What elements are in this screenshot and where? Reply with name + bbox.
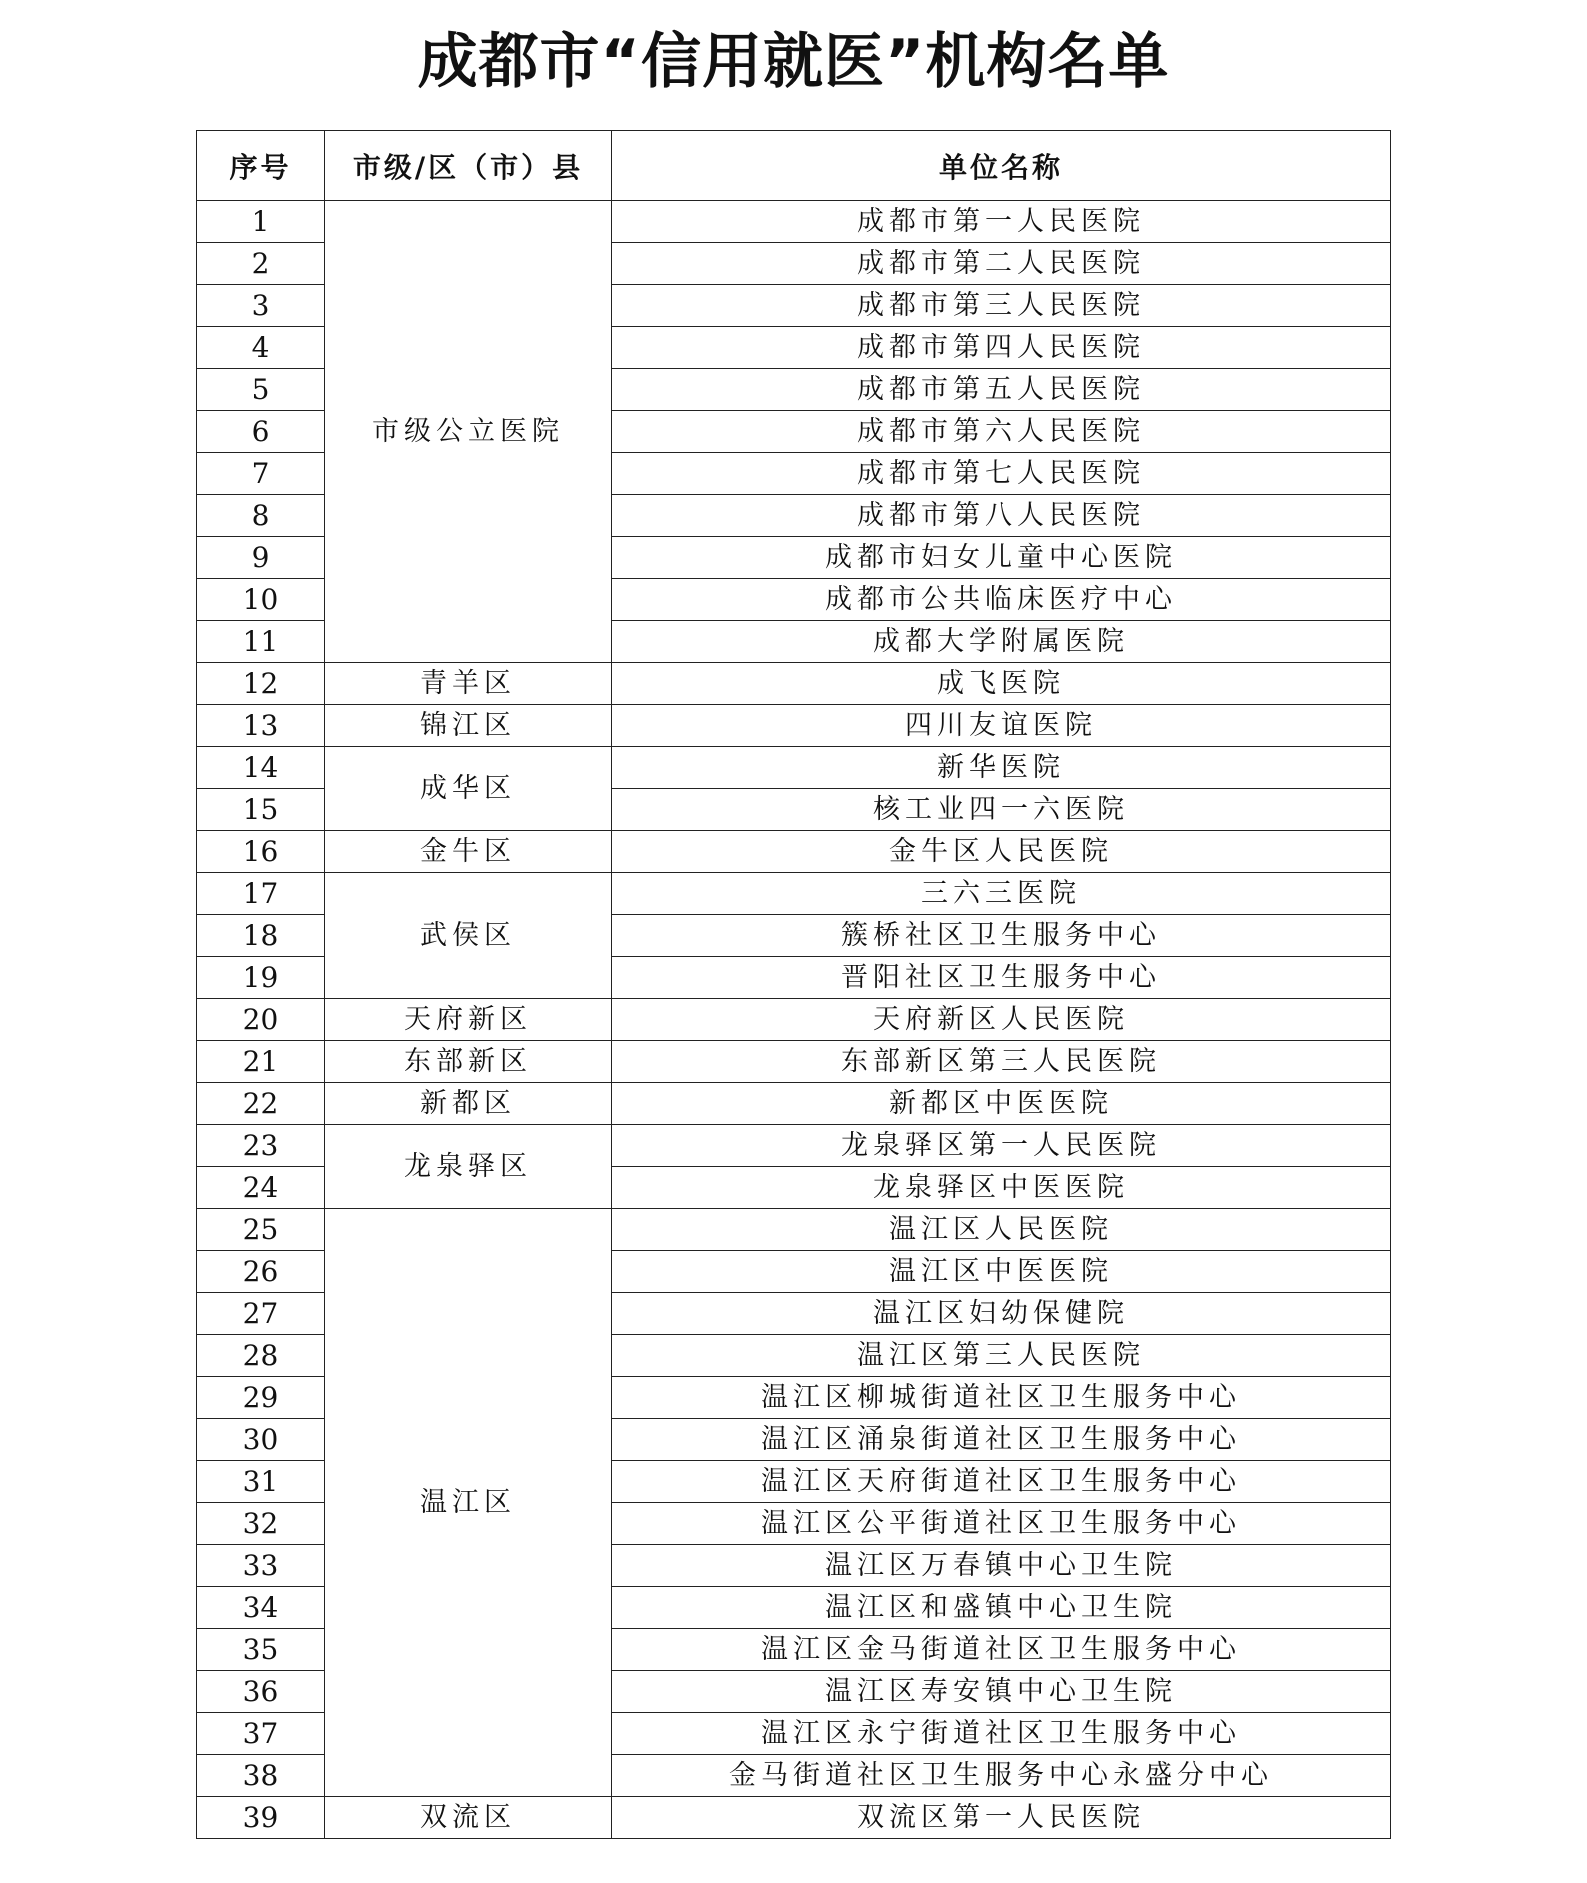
row-seq: 12: [197, 663, 325, 705]
table-row: [197, 1041, 1391, 1083]
unit-name-cell: 温江区和盛镇中心卫生院: [612, 1587, 1391, 1629]
unit-name-cell: 成飞医院: [612, 663, 1391, 705]
district-cell: 温江区: [325, 1209, 612, 1797]
unit-name-cell: 金马街道社区卫生服务中心永盛分中心: [612, 1755, 1391, 1797]
unit-name-cell: 东部新区第三人民医院: [612, 1041, 1391, 1083]
row-seq: 23: [197, 1125, 325, 1167]
unit-name-cell: 新华医院: [612, 747, 1391, 789]
district-cell: 金牛区: [325, 831, 612, 873]
row-seq: 1: [197, 201, 325, 243]
unit-name-cell: 温江区人民医院: [612, 1209, 1391, 1251]
district-cell: 新都区: [325, 1083, 612, 1125]
district-cell: 市级公立医院: [325, 201, 612, 663]
table-row: [197, 705, 1391, 747]
header-district: 市级/区（市）县: [325, 131, 612, 201]
row-seq: 10: [197, 579, 325, 621]
table-row: [197, 747, 1391, 789]
row-seq: 7: [197, 453, 325, 495]
row-seq: 24: [197, 1167, 325, 1209]
row-seq: 8: [197, 495, 325, 537]
row-seq: 5: [197, 369, 325, 411]
unit-name-cell: 龙泉驿区第一人民医院: [612, 1125, 1391, 1167]
table-row: [197, 873, 1391, 915]
unit-name-cell: 成都大学附属医院: [612, 621, 1391, 663]
row-seq: 6: [197, 411, 325, 453]
row-seq: 27: [197, 1293, 325, 1335]
row-seq: 32: [197, 1503, 325, 1545]
row-seq: 13: [197, 705, 325, 747]
unit-name-cell: 龙泉驿区中医医院: [612, 1167, 1391, 1209]
unit-name-cell: 三六三医院: [612, 873, 1391, 915]
table-header-row: [197, 131, 1391, 201]
row-seq: 36: [197, 1671, 325, 1713]
unit-name-cell: 成都市公共临床医疗中心: [612, 579, 1391, 621]
row-seq: 2: [197, 243, 325, 285]
table-row: [197, 1209, 1391, 1251]
table-row: [197, 831, 1391, 873]
district-cell: 锦江区: [325, 705, 612, 747]
unit-name-cell: 新都区中医医院: [612, 1083, 1391, 1125]
table-row: [197, 663, 1391, 705]
unit-name-cell: 成都市第五人民医院: [612, 369, 1391, 411]
unit-name-cell: 温江区万春镇中心卫生院: [612, 1545, 1391, 1587]
unit-name-cell: 双流区第一人民医院: [612, 1797, 1391, 1839]
row-seq: 19: [197, 957, 325, 999]
row-seq: 28: [197, 1335, 325, 1377]
unit-name-cell: 成都市第六人民医院: [612, 411, 1391, 453]
row-seq: 33: [197, 1545, 325, 1587]
unit-name-cell: 温江区金马街道社区卫生服务中心: [612, 1629, 1391, 1671]
row-seq: 37: [197, 1713, 325, 1755]
unit-name-cell: 成都市第七人民医院: [612, 453, 1391, 495]
row-seq: 30: [197, 1419, 325, 1461]
unit-name-cell: 核工业四一六医院: [612, 789, 1391, 831]
row-seq: 38: [197, 1755, 325, 1797]
unit-name-cell: 温江区涌泉街道社区卫生服务中心: [612, 1419, 1391, 1461]
row-seq: 16: [197, 831, 325, 873]
row-seq: 4: [197, 327, 325, 369]
row-seq: 21: [197, 1041, 325, 1083]
unit-name-cell: 成都市第八人民医院: [612, 495, 1391, 537]
row-seq: 14: [197, 747, 325, 789]
district-cell: 双流区: [325, 1797, 612, 1839]
header-unit-name: 单位名称: [612, 131, 1391, 201]
unit-name-cell: 温江区中医医院: [612, 1251, 1391, 1293]
row-seq: 39: [197, 1797, 325, 1839]
unit-name-cell: 成都市第二人民医院: [612, 243, 1391, 285]
row-seq: 31: [197, 1461, 325, 1503]
unit-name-cell: 温江区公平街道社区卫生服务中心: [612, 1503, 1391, 1545]
header-seq: 序号: [197, 131, 325, 201]
unit-name-cell: 温江区妇幼保健院: [612, 1293, 1391, 1335]
row-seq: 18: [197, 915, 325, 957]
row-seq: 34: [197, 1587, 325, 1629]
table-body: [197, 201, 1391, 1839]
table-row: [197, 1083, 1391, 1125]
unit-name-cell: 温江区寿安镇中心卫生院: [612, 1671, 1391, 1713]
institution-table: [196, 130, 1391, 1839]
unit-name-cell: 温江区天府街道社区卫生服务中心: [612, 1461, 1391, 1503]
unit-name-cell: 温江区永宁街道社区卫生服务中心: [612, 1713, 1391, 1755]
table-row: [197, 1125, 1391, 1167]
row-seq: 9: [197, 537, 325, 579]
unit-name-cell: 成都市第四人民医院: [612, 327, 1391, 369]
district-cell: 青羊区: [325, 663, 612, 705]
row-seq: 15: [197, 789, 325, 831]
unit-name-cell: 温江区第三人民医院: [612, 1335, 1391, 1377]
unit-name-cell: 成都市第一人民医院: [612, 201, 1391, 243]
district-cell: 东部新区: [325, 1041, 612, 1083]
unit-name-cell: 金牛区人民医院: [612, 831, 1391, 873]
page-title: 成都市“信用就医”机构名单: [417, 27, 1170, 97]
unit-name-cell: 四川友谊医院: [612, 705, 1391, 747]
district-cell: 龙泉驿区: [325, 1125, 612, 1209]
row-seq: 20: [197, 999, 325, 1041]
row-seq: 22: [197, 1083, 325, 1125]
row-seq: 29: [197, 1377, 325, 1419]
row-seq: 17: [197, 873, 325, 915]
unit-name-cell: 天府新区人民医院: [612, 999, 1391, 1041]
row-seq: 3: [197, 285, 325, 327]
district-cell: 武侯区: [325, 873, 612, 999]
unit-name-cell: 成都市妇女儿童中心医院: [612, 537, 1391, 579]
table-row: [197, 999, 1391, 1041]
district-cell: 天府新区: [325, 999, 612, 1041]
row-seq: 11: [197, 621, 325, 663]
row-seq: 25: [197, 1209, 325, 1251]
unit-name-cell: 簇桥社区卫生服务中心: [612, 915, 1391, 957]
district-cell: 成华区: [325, 747, 612, 831]
table-row: [197, 201, 1391, 243]
unit-name-cell: 成都市第三人民医院: [612, 285, 1391, 327]
table-row: [197, 1797, 1391, 1839]
unit-name-cell: 晋阳社区卫生服务中心: [612, 957, 1391, 999]
row-seq: 26: [197, 1251, 325, 1293]
unit-name-cell: 温江区柳城街道社区卫生服务中心: [612, 1377, 1391, 1419]
row-seq: 35: [197, 1629, 325, 1671]
